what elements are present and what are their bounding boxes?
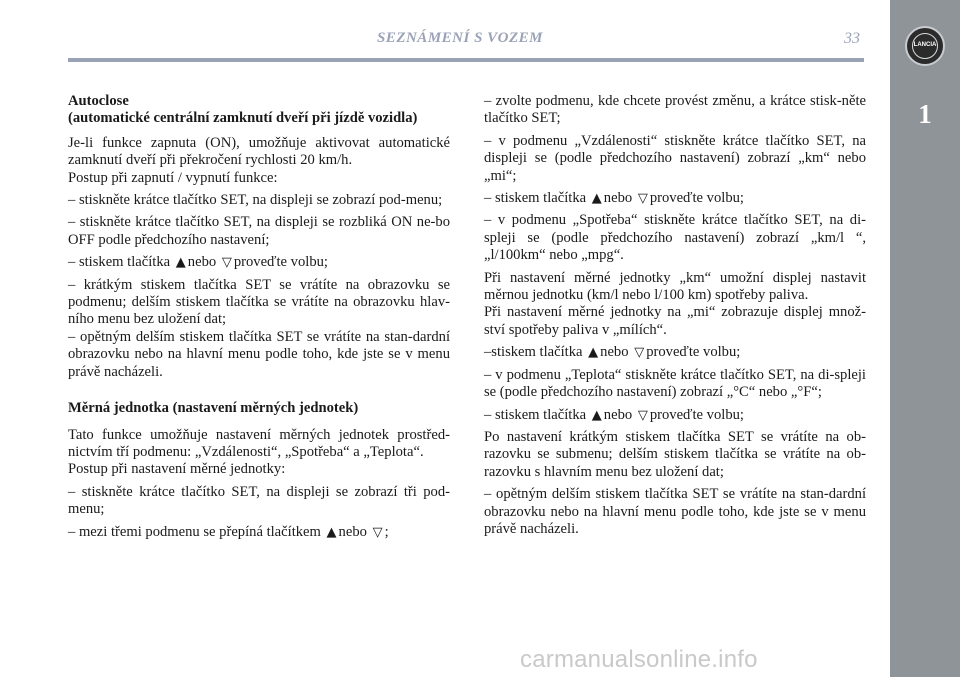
down-triangle-icon: ▽ xyxy=(221,255,232,271)
up-triangle-icon: ▲ xyxy=(588,345,599,361)
paragraph: Po nastavení krátkým stiskem tlačítka SET se vrátíte na ob-razovku se submenu; delším stiskem tlačítka se vrátíte na ob-razovku s hlavním menu bez uložení dat; xyxy=(484,428,866,480)
paragraph: – stiskněte krátce tlačítko SET, na displeji se zobrazí pod-menu; xyxy=(68,192,443,209)
paragraph: – v podmenu „Teplota“ stiskněte krátce tlačítko SET, na di-spleji se (podle předchozího nastavení) zobrazí „°C“ nebo „°F“; xyxy=(484,366,866,401)
paragraph: – v podmenu „Vzdálenosti“ stiskněte krátce tlačítko SET, na displeji se (podle předchozího nastavení) zobrazí „km“ nebo „mi“; xyxy=(484,132,866,184)
paragraph: – stiskněte krátce tlačítko SET, na displeji se rozbliká ON ne-bo OFF podle předchozího nastavení; xyxy=(68,214,450,248)
paragraph: – v podmenu „Spotřeba“ stiskněte krátce tlačítko SET, na di-spleji se (podle předchozího nastavení) zobrazí „km/l “, „l/100km“ nebo „mpg“. xyxy=(484,212,866,264)
lancia-logo: LANCIA xyxy=(905,26,945,66)
paragraph: Postup při zapnutí / vypnutí funkce: xyxy=(68,169,278,186)
paragraph: – opětným delším stiskem tlačítka SET se vrátíte na stan-dardní obrazovku nebo na hlavní menu podle toho, kde jste se v menu právě nacházeli. xyxy=(68,328,450,380)
paragraph: –stiskem tlačítka ▲ nebo ▽ proveďte volbu; xyxy=(484,344,741,361)
header-rule xyxy=(68,58,864,62)
down-triangle-icon: ▽ xyxy=(637,407,648,423)
paragraph: Postup při nastavení měrné jednotky: xyxy=(68,461,286,478)
units-heading: Měrná jednotka (nastavení měrných jednotek) xyxy=(68,400,359,417)
autoclose-heading: Autoclose (automatické centrální zamknutí dveří při jízdě vozidla) xyxy=(68,93,418,127)
down-triangle-icon: ▽ xyxy=(634,345,645,361)
up-triangle-icon: ▲ xyxy=(591,407,602,423)
left-column xyxy=(68,93,450,546)
down-triangle-icon: ▽ xyxy=(637,191,648,207)
up-triangle-icon: ▲ xyxy=(326,524,337,540)
paragraph: – stiskem tlačítka ▲ nebo ▽ proveďte volbu; xyxy=(68,254,328,271)
page-header-title: SEZNÁMENÍ S VOZEM xyxy=(376,30,544,46)
up-triangle-icon: ▲ xyxy=(591,191,602,207)
paragraph: – krátkým stiskem tlačítka SET se vrátíte na obrazovku se podmenu; delším stiskem tlačítka se vrátíte na obrazovku hlav-ního menu bez uložení dat; xyxy=(68,276,450,328)
up-triangle-icon: ▲ xyxy=(175,255,186,271)
watermark: carmanualsonline.info xyxy=(520,646,758,673)
paragraph: Při nastavení měrné jednotky na „mi“ zobrazuje displej množ-ství spotřeby paliva v „mílích“. xyxy=(484,304,866,338)
page-number: 33 xyxy=(844,30,860,47)
right-column xyxy=(484,93,866,543)
paragraph: – opětným delším stiskem tlačítka SET se vrátíte na stan-dardní obrazovku nebo na hlavní menu podle toho, kde jste se v menu právě nacházeli. xyxy=(484,486,866,537)
down-triangle-icon: ▽ xyxy=(372,524,383,540)
paragraph: Je-li funkce zapnuta (ON), umožňuje aktivovat automatické zamknutí dveří při překročení rychlosti 20 km/h. xyxy=(68,134,450,169)
paragraph: – stiskněte krátce tlačítko SET, na displeji se zobrazí tři pod-menu; xyxy=(68,483,450,518)
paragraph: – stiskem tlačítka ▲ nebo ▽ proveďte volbu; xyxy=(484,406,744,423)
paragraph: – zvolte podmenu, kde chcete provést změnu, a krátce stisk-něte tlačítko SET; xyxy=(484,93,866,127)
paragraph: – mezi třemi podmenu se přepíná tlačítkem ▲ nebo ▽ ; xyxy=(68,523,389,540)
paragraph: Při nastavení měrné jednotky „km“ umožní displej nastavit měrnou jednotku (km/l nebo l/100 km) spotřeby paliva. xyxy=(484,269,866,304)
chapter-number: 1 xyxy=(918,99,932,129)
paragraph: Tato funkce umožňuje nastavení měrných jednotek prostřed-nictvím tří podmenu: „Vzdálenosti“, „Spotřeba“ a „Teplota“. xyxy=(68,426,450,460)
paragraph: – stiskem tlačítka ▲ nebo ▽ proveďte volbu; xyxy=(484,190,744,207)
